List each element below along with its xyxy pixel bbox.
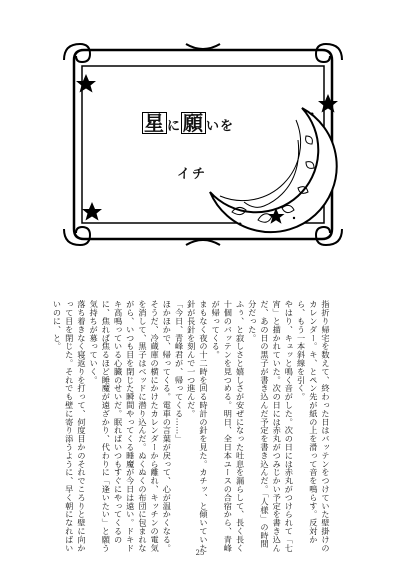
body-text (52, 300, 332, 555)
title-char: 願 (183, 111, 205, 135)
paragraph: そうだ、冷蔵庫の横にかけたカレンダーから離れ、キッチンの電気を消して、黒子はベッドに潜り込んだ。ぬくぬくの布団に包まれながら、いつも目を閉じた瞬間やってくる睡魔が今日は遠い。ドキドキ高鳴っている心臓のせいだ。眠ればいつもすぐにやってくるのに、焦れば焦るほど睡魔が遠ざかり、代わりに「逢いたい」と願う気持ちが募っていく。 (89, 300, 161, 552)
paragraph: 指折り帰宅を数えて、終わった日はバッテンをつけていた壁掛けのカレンダー。キ、とペン先が紙の上を滑って音を鳴らす。反対から、もう一本斜線を引く。 (296, 300, 331, 552)
paragraph: ほかほかで、帰ってくる。電車の言葉が戻って、心が温かくなる。 (162, 300, 173, 552)
title-char: 星 (144, 111, 165, 135)
paragraph: やはり、キュッと鳴く音がした。次の日には赤丸がつけられて「七宵」と描かれていた。次の日には赤丸がつみじかい予定を書き込んだ、あの日の黒子が書き込んだ予定を書き込んだ。「人様」の時間分だった。 (247, 300, 295, 552)
author-name: イチ (177, 167, 208, 182)
paragraph: まもなく夜の十二時を回る時計の針を見た。カチッ、と傾いていた針が長針を刻んで一つ進んだ。 (186, 300, 209, 552)
ornamental-frame (62, 42, 344, 247)
page-number: 25 (195, 549, 205, 557)
star-icon (76, 74, 96, 93)
star-icon (318, 94, 338, 113)
paragraph: 「今日、青峰君が、帰ってくる……」 (174, 300, 185, 443)
paragraph: 落ち着きなく寝返りを打って、何度目かのそれでころりと壁に向かって目を閉じた。それでも壁に寄り添うように、早く朝になればいいのに、と。 (52, 300, 87, 552)
title-char: い (206, 119, 221, 134)
star-icon (82, 202, 102, 221)
title-char: を (220, 119, 235, 134)
paragraph: ふぅ、と寂しさと嬉しさが安ぜになった吐息を漏らして、長く長く十個のバッテンを見つめる。明日、全日本ユースの合宿から、青峰が帰ってくる。 (211, 300, 246, 552)
chapter-title (142, 112, 262, 134)
title-char: に (167, 119, 182, 134)
